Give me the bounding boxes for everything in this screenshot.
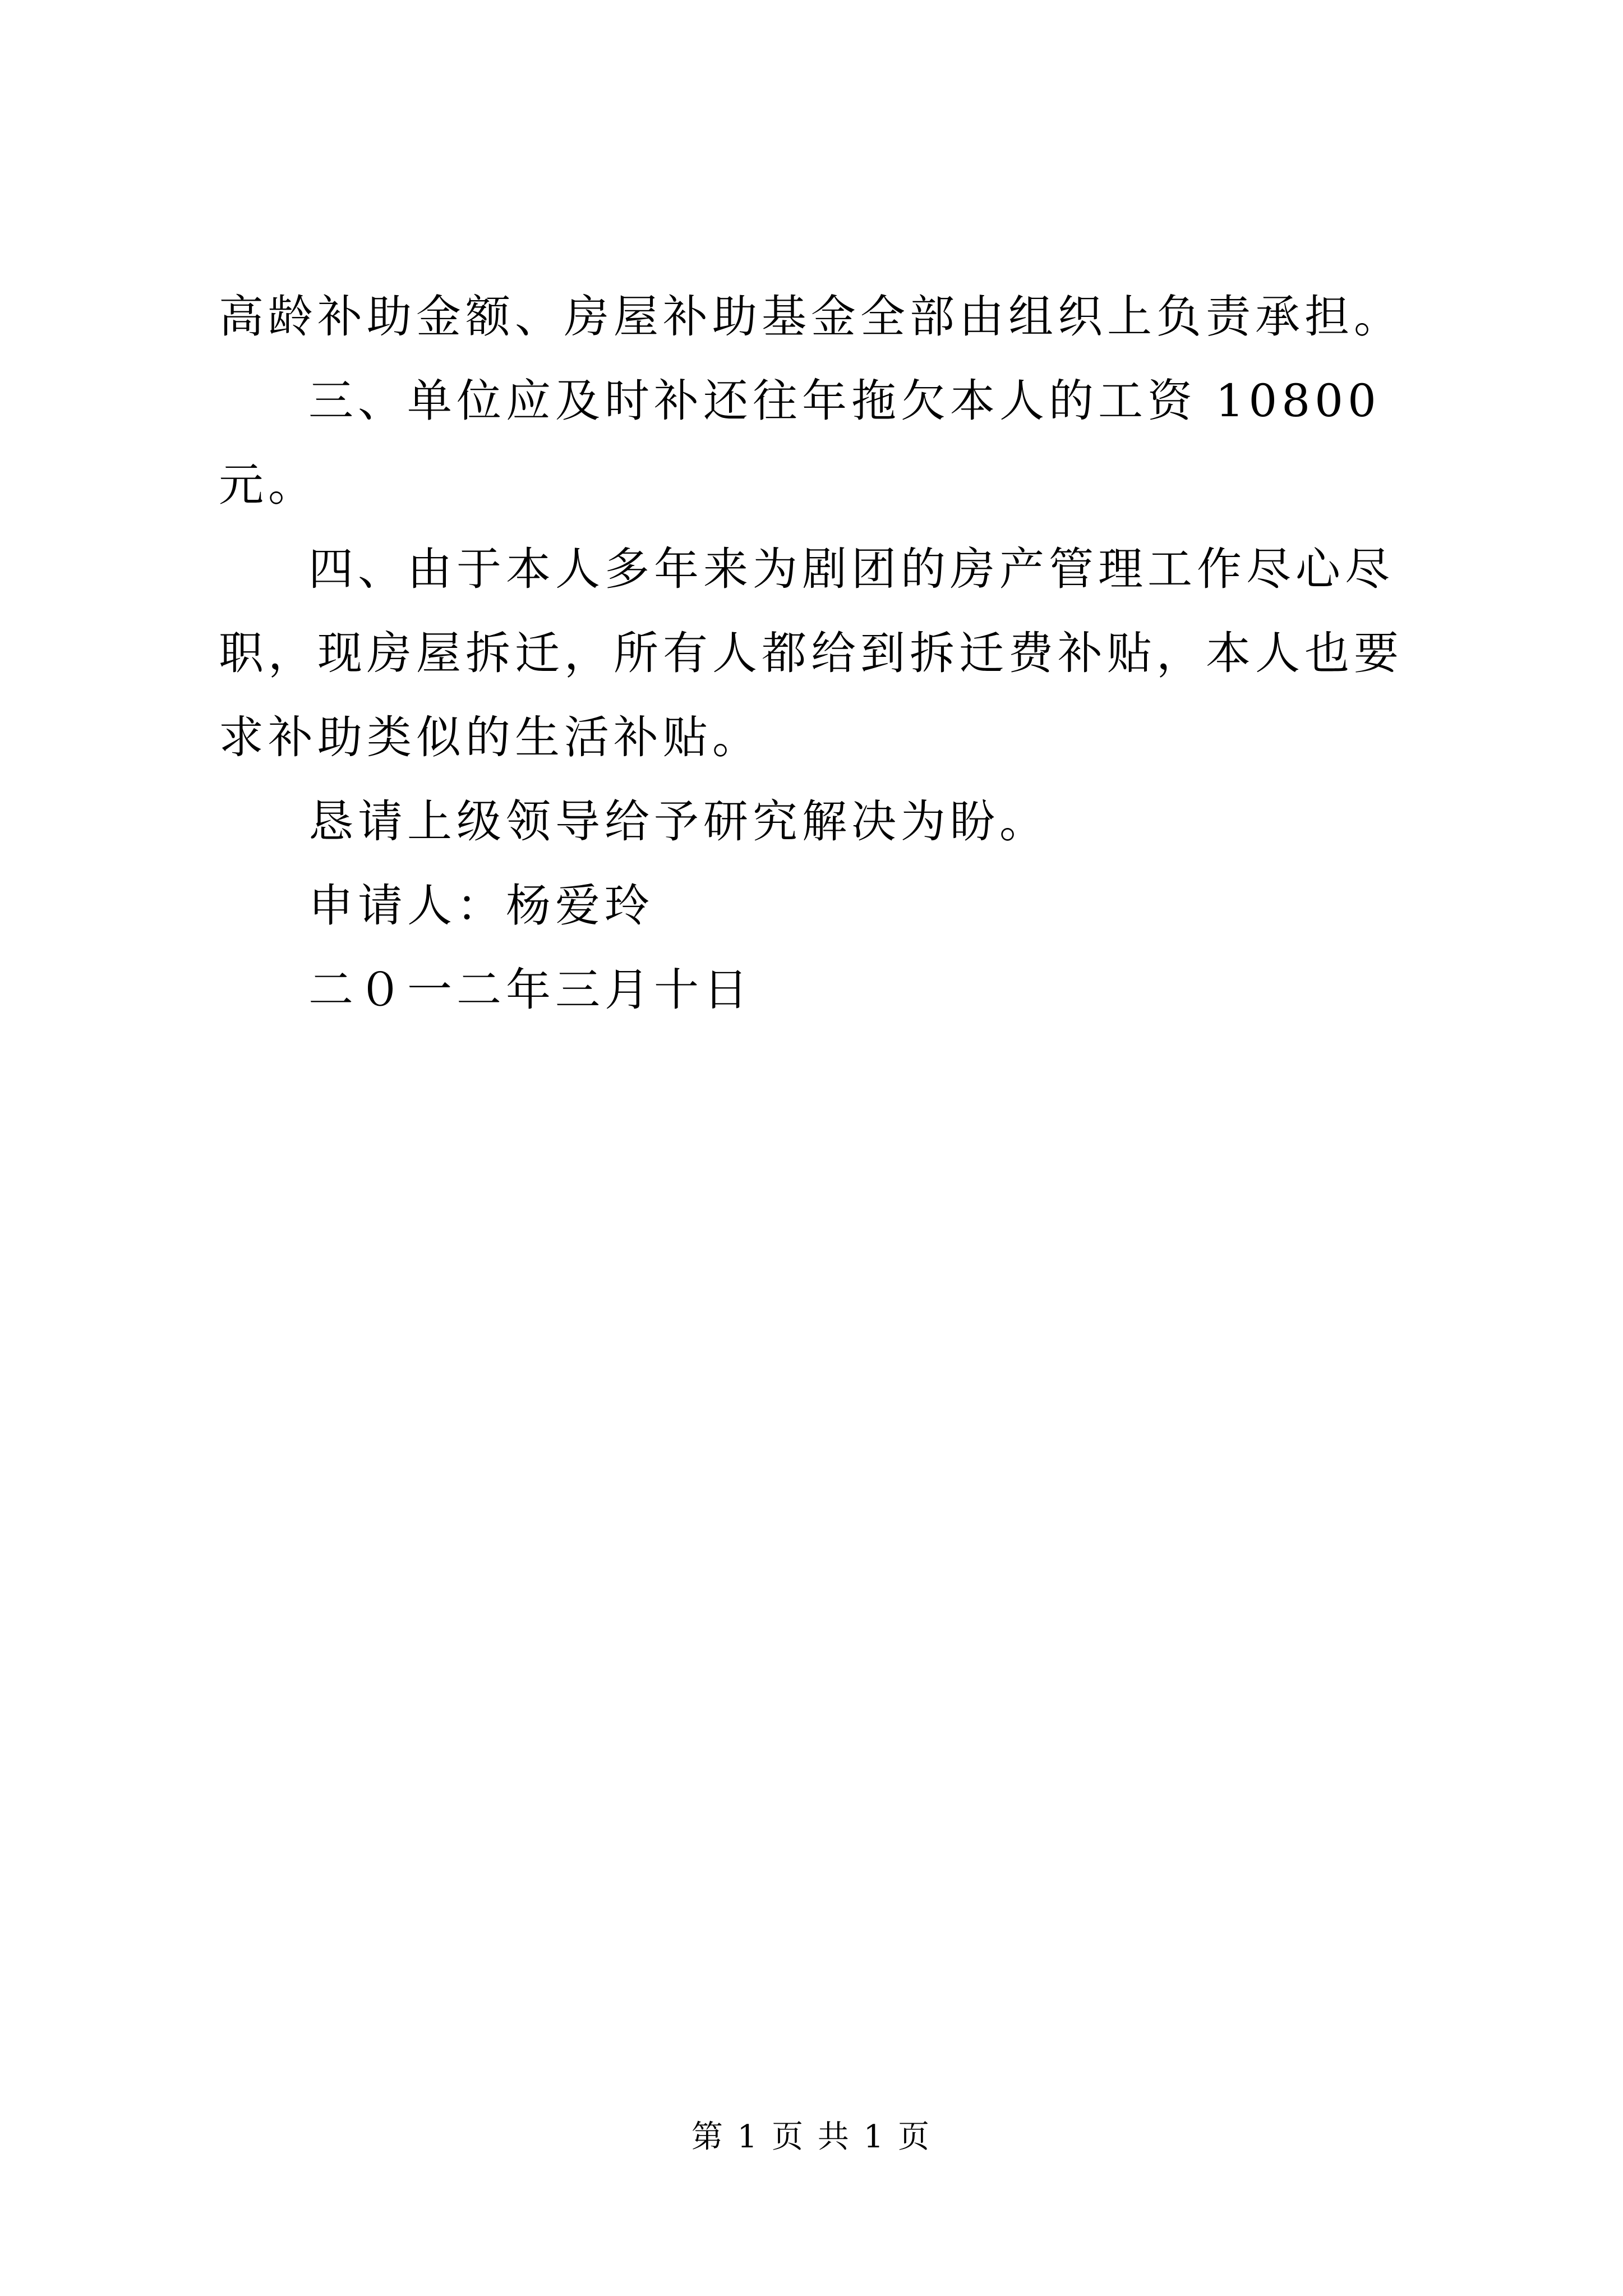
document-date: 二０一二年三月十日 bbox=[308, 964, 753, 1016]
paragraph-item-four: 四、由于本人多年来为剧团的房产管理工作尽心尽职，现房屋拆迁，所有人都给到拆迁费补贴，本人也要求补助类似的生活补贴。 bbox=[219, 543, 1403, 763]
page-number-footer: 第 1 页 共 1 页 bbox=[691, 2119, 932, 2155]
paragraph-item-three: 三、单位应及时补还往年拖欠本人的工资 10800 元。 bbox=[219, 375, 1381, 511]
applicant-signature: 申请人：杨爱玲 bbox=[308, 880, 654, 932]
paragraph-continuation: 高龄补助金额、房屋补助基金全部由组织上负责承担。 bbox=[219, 291, 1403, 343]
document-body bbox=[219, 275, 1430, 1032]
paragraph-request: 恳请上级领导给予研究解决为盼。 bbox=[308, 795, 1049, 848]
